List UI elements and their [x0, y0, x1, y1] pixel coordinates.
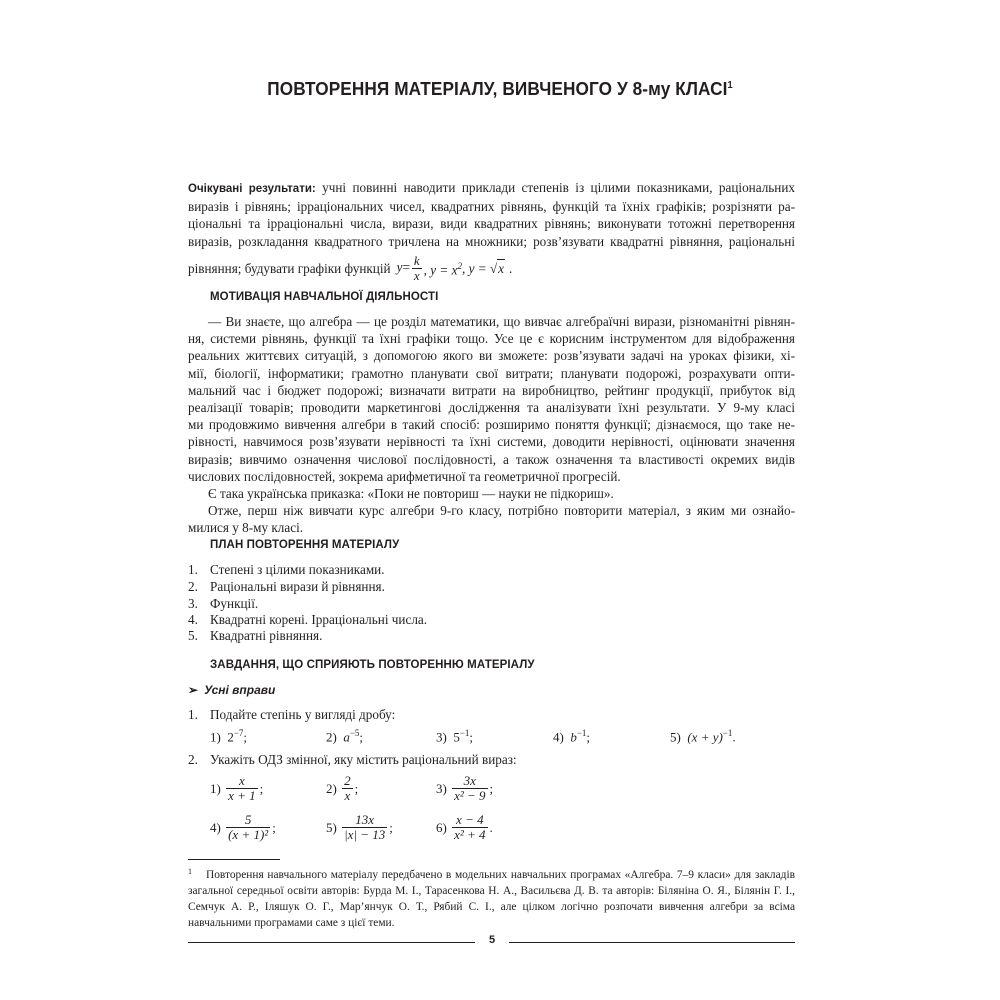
- item-exponent: −5: [349, 728, 360, 738]
- task-1-item: [436, 728, 473, 745]
- task-1-item: [670, 728, 736, 745]
- closing-line-1: Отже, перш ніж вивчати курс алгебри 9-го класу, потрібно повторити матеріал, з яким ми ознайо-: [208, 503, 795, 519]
- item-base: 2: [227, 729, 234, 745]
- item-fraction: [226, 774, 258, 803]
- task-1-item: [553, 728, 590, 745]
- item-end: ;: [359, 729, 364, 745]
- motivation-line-1: — Ви знаєте, що алгебра — це розділ математики, що вивчає алгебраїчні вирази, різноманітні рівнян-: [208, 314, 795, 329]
- plan-item-text: Функції.: [210, 596, 259, 611]
- motivation-line-5: мальний час і бюджет подорожі; визначати витрати на виробництво, рейтинг продукції, прибуток від: [188, 382, 795, 398]
- oral-exercises-text: Усні вправи: [204, 683, 276, 697]
- plan-item-number: 4.: [188, 612, 198, 627]
- f2-text: , y = x: [423, 262, 458, 278]
- motivation-line-6: реалізації товарів; проводити маркетингові дослідження та аналізувати їхні результати. У 9-му класі: [188, 400, 795, 416]
- item-exponent: −1: [576, 728, 587, 738]
- page-title: [175, 78, 826, 100]
- item-number: 5): [670, 729, 681, 745]
- fraction-numerator: 5: [226, 813, 270, 828]
- footnote-divider: [188, 859, 280, 860]
- oral-exercises-label: [188, 683, 275, 697]
- task-number: 1.: [188, 707, 198, 722]
- task-1-item: [210, 728, 247, 745]
- page-number: 5: [488, 934, 496, 946]
- closing-line-2: милися у 8-му класі.: [188, 520, 304, 536]
- task-1-item: [326, 728, 363, 745]
- item-end: ;: [489, 780, 494, 796]
- item-end: .: [489, 819, 493, 835]
- task-2: [188, 752, 517, 768]
- item-number: 6): [436, 819, 447, 835]
- fraction-denominator: x² + 4: [454, 827, 486, 842]
- item-fraction: [452, 774, 487, 803]
- plan-heading: ПЛАН ПОВТОРЕННЯ МАТЕРІАЛУ: [210, 539, 400, 551]
- item-base: b: [570, 729, 577, 745]
- expected-line-5: [188, 254, 795, 283]
- fraction-denominator: x + 1: [228, 788, 256, 803]
- sqrt-sign-icon: √: [489, 261, 498, 277]
- function-parabola: [424, 258, 462, 279]
- title-footnote-mark: 1: [727, 80, 733, 91]
- motivation-line-3: реальних життєвих ситуацій, з допомогою якого ви зможете: розв’язувати задачі на уроках фізики, хі-: [188, 348, 795, 364]
- footer-rule-left: [188, 942, 475, 943]
- motivation-line-2: ня, системи рівнянь, функції та їхні графіки тощо. Усе це є корисним інструментом для відображення: [188, 331, 795, 347]
- fraction-denominator: (x + 1)²: [228, 827, 269, 842]
- function-sqrt: [462, 259, 505, 277]
- item-end: ;: [259, 780, 264, 796]
- footer-rule-right: [509, 942, 795, 943]
- motivation-line-10: числових послідовностей, зокрема арифметичної та геометричної прогресій.: [188, 468, 621, 484]
- tasks-heading: ЗАВДАННЯ, ЩО СПРИЯЮТЬ ПОВТОРЕННЮ МАТЕРІАЛУ: [210, 659, 535, 671]
- expected-last-text: рівняння; будувати графіки функцій: [188, 260, 391, 276]
- motivation-line-8: рівності, навчимося розв’язувати нерівності та їхні системи, доводити нерівності, оцінювати значення: [188, 434, 795, 450]
- plan-item-number: 2.: [188, 579, 198, 594]
- motivation-paragraph: [188, 313, 795, 537]
- item-exponent: −7: [233, 728, 244, 738]
- item-number: 4): [210, 819, 221, 835]
- task-2-item: [436, 774, 493, 803]
- proverb-line: Є така українська приказка: «Поки не повториш — науки не підкориш».: [208, 486, 614, 502]
- fraction-denominator: x: [344, 788, 351, 803]
- task-1: [188, 707, 395, 723]
- task-number: 2.: [188, 752, 198, 767]
- task-2-item: [326, 774, 358, 803]
- fraction-numerator: x − 4: [452, 813, 487, 828]
- task-2-item: [210, 774, 263, 803]
- item-end: .: [732, 729, 736, 745]
- plan-item-number: 5.: [188, 628, 198, 643]
- plan-item-number: 1.: [188, 562, 198, 577]
- f3-text: , y =: [461, 261, 490, 277]
- motivation-line-4: мії, біології, інформатики; грамотно планувати свої витрати; планувати подорожі, розрахувати опти-: [188, 365, 795, 381]
- plan-item: [188, 579, 385, 595]
- task-2-item: [436, 813, 493, 842]
- f1-denominator: x: [413, 267, 420, 283]
- motivation-line-9: виразів; вивчимо означення числової послідовності, а також означення та властивості окремих видів: [188, 451, 795, 467]
- fraction-denominator: |x| − 13: [344, 827, 386, 842]
- expected-line-1: учні повинні наводити приклади степенів із цілими показниками, раціональних: [315, 180, 795, 195]
- f1-fraction: [412, 254, 422, 283]
- plan-item: [188, 612, 427, 628]
- expected-results-label: Очікувані результати:: [188, 183, 316, 195]
- footnote-text: Повторення навчального матеріалу передбачено в модельних навчальних програмах «Алгебра. 7–9 класи» для закладів загальної середньої освіти авторів: Бурда М. І., Тарасенкова Н. А., Васильєва Д. В. та авторів: Біляніна О. Я., Білянін Г. І., Семчук А. Р., Іляшук О. Г., Мар’янчук О. Т., Рябий С. І., але цілком логічно розпочати вивчення алгебри за всіма навчальними програмами саме з цієї теми.: [188, 869, 795, 929]
- plan-item: [188, 628, 322, 644]
- item-number: 4): [553, 729, 564, 745]
- plan-item-number: 3.: [188, 596, 198, 611]
- f2-exponent: 2: [457, 261, 462, 272]
- f1-y: y: [396, 259, 403, 275]
- item-exponent: −1: [722, 728, 733, 738]
- item-number: 3): [436, 729, 447, 745]
- page-title-text: ПОВТОРЕННЯ МАТЕРІАЛУ, ВИВЧЕНОГО У 8-му КЛАСІ: [267, 78, 728, 99]
- expected-results-paragraph: [188, 179, 795, 283]
- item-number: 1): [210, 729, 221, 745]
- f1-numerator: k: [413, 252, 420, 268]
- item-number: 5): [326, 819, 337, 835]
- item-end: ;: [586, 729, 591, 745]
- item-number: 1): [210, 780, 221, 796]
- item-number: 2): [326, 729, 337, 745]
- plan-item-text: Раціональні вирази й рівняння.: [210, 579, 385, 594]
- motivation-line-7: ми продовжимо вивчення алгебри в такий спосіб: розширимо поняття функції; дізнаємося, що таке не-: [188, 417, 795, 433]
- item-number: 2): [326, 780, 337, 796]
- footnote: [188, 864, 795, 931]
- fraction-denominator: x² − 9: [454, 788, 486, 803]
- item-exponent: −1: [459, 728, 470, 738]
- item-end: ;: [389, 819, 393, 835]
- item-fraction: [452, 813, 487, 842]
- fraction-numerator: 3x: [452, 774, 487, 789]
- item-fraction: [342, 774, 353, 803]
- plan-item: [188, 596, 258, 612]
- expected-end: .: [509, 260, 513, 276]
- plan-item-text: Квадратні рівняння.: [210, 628, 323, 643]
- plan-item-text: Степені з цілими показниками.: [210, 562, 385, 577]
- item-end: ;: [272, 819, 276, 835]
- expected-line-3: ціональні та ірраціональні числа, вирази, види квадратних рівнянь; виконувати тотожні перетворення: [188, 216, 795, 232]
- item-fraction: [226, 813, 270, 842]
- footnote-mark: 1: [188, 867, 192, 876]
- fraction-numerator: x: [226, 774, 258, 789]
- f3-radicand: x: [498, 261, 505, 277]
- item-base: (x + y): [687, 729, 723, 745]
- item-fraction: [342, 813, 387, 842]
- motivation-heading: МОТИВАЦІЯ НАВЧАЛЬНОЇ ДІЯЛЬНОСТІ: [210, 291, 439, 303]
- function-hyperbola: [397, 254, 424, 283]
- fraction-numerator: 13x: [342, 813, 387, 828]
- item-end: ;: [354, 780, 359, 796]
- item-end: ;: [469, 729, 474, 745]
- plan-item: [188, 562, 385, 578]
- expected-line-4: виразів, розкладання квадратного тричлена на множники; розв’язувати квадратні рівняння, раціональні: [188, 233, 795, 249]
- fraction-numerator: 2: [344, 773, 351, 788]
- task-text: Укажіть ОДЗ змінної, яку містить раціональний вираз:: [210, 752, 517, 767]
- task-2-item: [326, 813, 393, 842]
- task-text: Подайте степінь у вигляді дробу:: [210, 707, 396, 722]
- item-base: a: [343, 729, 350, 745]
- task-2-item: [210, 813, 276, 842]
- plan-item-text: Квадратні корені. Ірраціональні числа.: [210, 612, 428, 627]
- arrow-bullet-icon: ➢: [188, 683, 199, 697]
- f1-eq: =: [402, 259, 410, 275]
- item-number: 3): [436, 780, 447, 796]
- item-base: 5: [453, 729, 460, 745]
- expected-line-2: виразів і рівнянь; ірраціональних чисел, квадратних рівнянь, функцій та їхніх графіків; розрізняти ра-: [188, 199, 795, 215]
- item-end: ;: [243, 729, 248, 745]
